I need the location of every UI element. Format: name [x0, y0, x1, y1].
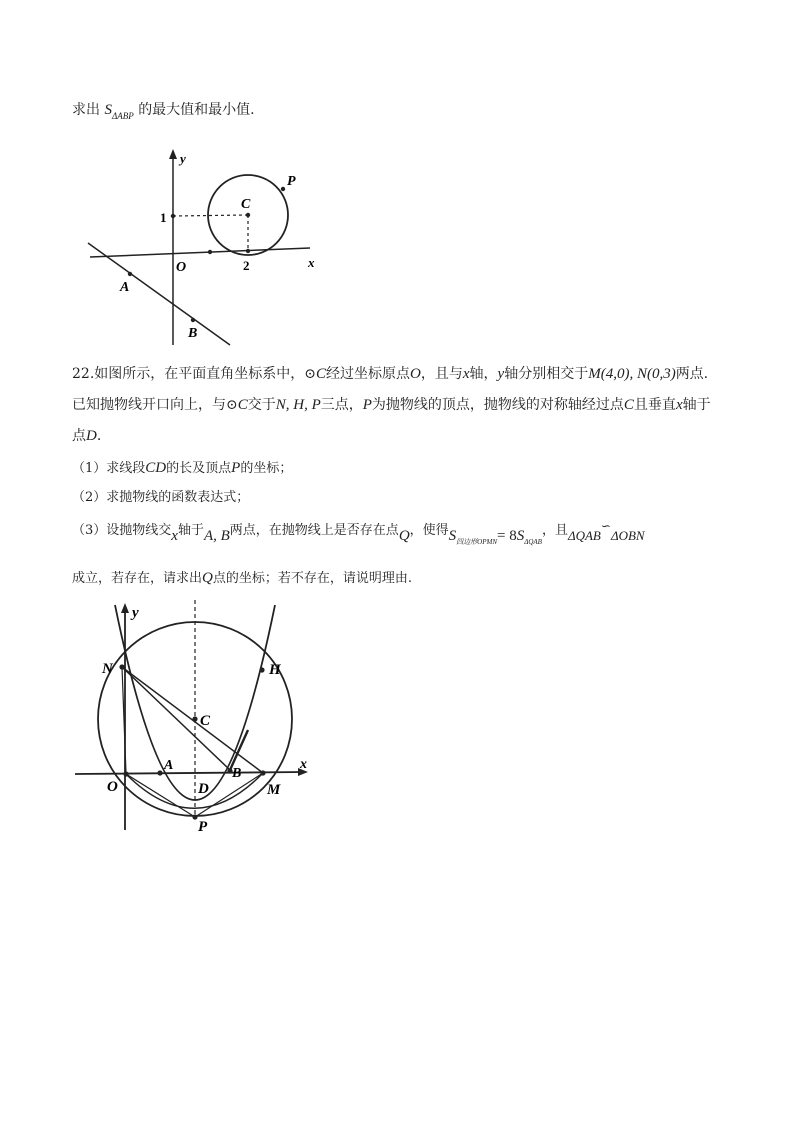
fig1-label-1: 1 — [160, 210, 167, 225]
fig2-label-h: H — [269, 662, 281, 678]
fig2-label-n: N — [102, 661, 113, 677]
figure-2-circle-parabola — [70, 595, 320, 835]
q22-text: 点的坐标；若不存在，请说明理由. — [212, 571, 412, 586]
fig2-label-a: A — [164, 758, 174, 773]
q22-text: （1）求线段 — [72, 461, 146, 476]
q22-subquestion-3 — [72, 519, 645, 546]
fig2-label-b: B — [232, 766, 242, 781]
fig1-point-c — [246, 213, 250, 217]
fig1-point-2 — [246, 249, 250, 253]
area-symbol: S — [516, 528, 525, 544]
q22-symbol-c: C — [237, 397, 248, 413]
fig2-point-n — [119, 664, 124, 669]
q22-text: ，且与 — [420, 366, 463, 382]
q22-symbol-p: P — [362, 397, 372, 413]
q21-suffix: 的最大值和最小值. — [138, 102, 255, 118]
q22-text: （3）设抛物线交 — [72, 523, 172, 538]
area-subscript-tri: ΔQAB — [524, 538, 542, 546]
fig1-label-o: O — [176, 260, 187, 275]
fig2-y-arrow — [121, 603, 129, 613]
fig2-x-axis — [75, 772, 305, 774]
fig1-point-on-x — [208, 250, 212, 254]
q22-line-2 — [72, 395, 711, 415]
fig1-label-c: C — [241, 197, 251, 212]
q22-text: 两点. — [675, 366, 709, 382]
q22-text: （2）求抛物线的函数表达式； — [72, 490, 250, 505]
fig1-point-b — [191, 318, 195, 322]
fig2-segment-nb — [122, 667, 230, 770]
q22-subquestion-1 — [72, 458, 292, 479]
q22-subquestion-2 — [72, 488, 249, 508]
q21-prefix: 求出 — [72, 102, 100, 118]
fig1-x-axis — [90, 248, 310, 257]
area-symbol: S — [448, 528, 457, 544]
figure-1-circle-and-line — [80, 145, 330, 350]
q22-symbol-q: Q — [202, 570, 213, 586]
q21-final-line — [72, 100, 255, 121]
fig1-point-1 — [171, 214, 175, 218]
q22-text: 且垂直 — [633, 397, 676, 413]
area-subscript-quad: 四边形OPMN — [456, 538, 498, 546]
fig2-label-y: y — [132, 605, 139, 621]
q22-text: 点 — [72, 428, 86, 444]
fig2-label-d: D — [198, 781, 209, 797]
fig2-point-o — [123, 771, 128, 776]
q22-symbol-x: x — [675, 397, 683, 413]
fig2-point-p — [192, 814, 197, 819]
fig1-label-y: y — [180, 151, 186, 166]
fig1-dashed-horizontal — [173, 215, 248, 216]
q22-points-ab: A, B — [203, 528, 230, 544]
q22-text: ，使得 — [409, 523, 449, 538]
fig2-label-c: C — [200, 713, 211, 729]
q22-text: 轴于 — [682, 397, 711, 413]
q22-text: 的坐标； — [240, 461, 293, 476]
q22-symbol-p: P — [231, 460, 241, 476]
similar-symbol: ∽ — [600, 519, 611, 533]
fig2-point-c — [192, 716, 197, 721]
q22-line-last — [72, 568, 412, 589]
q22-text: 的长及顶点 — [166, 461, 232, 476]
fig2-label-x: x — [300, 757, 307, 772]
q22-symbol-c: C — [623, 397, 634, 413]
q22-symbol-c: C — [316, 366, 327, 382]
q22-text: 如图所示，在平面直角坐标系中，⊙ — [94, 366, 316, 382]
fig2-label-p: P — [198, 819, 208, 835]
q22-number: 22. — [72, 366, 95, 382]
fig1-point-p — [281, 187, 285, 191]
area-symbol: S — [104, 102, 112, 118]
fig2-point-h — [259, 667, 264, 672]
fig1-label-b: B — [188, 326, 198, 341]
area-subscript: ΔABP — [111, 111, 134, 121]
fig2-label-m: M — [267, 782, 281, 798]
q22-line-1 — [72, 364, 708, 384]
fig1-y-arrow — [169, 149, 177, 159]
q22-symbol-y: y — [497, 366, 505, 382]
equals-eight: = 8 — [497, 528, 517, 544]
fig2-label-o: O — [107, 779, 118, 795]
q22-symbol-x: x — [462, 366, 470, 382]
fig1-label-a: A — [120, 280, 130, 295]
triangle-qab: ΔQAB — [567, 528, 601, 543]
q22-symbol-q: Q — [398, 528, 410, 544]
q22-text: 轴分别相交于 — [504, 366, 589, 382]
q22-text: 已知抛物线开口向上，与⊙ — [72, 397, 238, 413]
q22-line-3 — [72, 426, 101, 446]
q22-symbol-x: x — [171, 528, 178, 544]
q22-text: 三点， — [320, 397, 363, 413]
q22-text: . — [96, 428, 102, 444]
fig2-point-m — [260, 770, 265, 775]
q22-text: 交于 — [247, 397, 276, 413]
q22-text: ，且 — [541, 523, 568, 538]
fig1-point-a — [128, 272, 132, 276]
q22-symbol-o: O — [410, 366, 421, 382]
fig1-label-x: x — [308, 255, 315, 270]
q22-text: 轴， — [469, 366, 498, 382]
q22-text: 轴于 — [177, 523, 204, 538]
triangle-obn: ΔOBN — [610, 528, 645, 543]
q22-text: 成立，若存在，请求出 — [72, 571, 203, 586]
q22-text: 两点，在抛物线上是否存在点 — [229, 523, 399, 538]
q22-symbol-d: D — [86, 428, 97, 444]
q22-points-mn: M(4,0), N(0,3) — [588, 366, 676, 382]
q22-text: 经过坐标原点 — [326, 366, 411, 382]
fig1-label-p: P — [287, 174, 296, 189]
q22-points-nhp: N, H, P — [275, 397, 321, 413]
fig1-line-ab — [88, 243, 230, 345]
q22-symbol-cd: CD — [145, 460, 167, 476]
q22-text: 为抛物线的顶点，抛物线的对称轴经过点 — [371, 397, 624, 413]
fig2-point-a — [157, 770, 162, 775]
fig1-label-2: 2 — [243, 258, 250, 273]
